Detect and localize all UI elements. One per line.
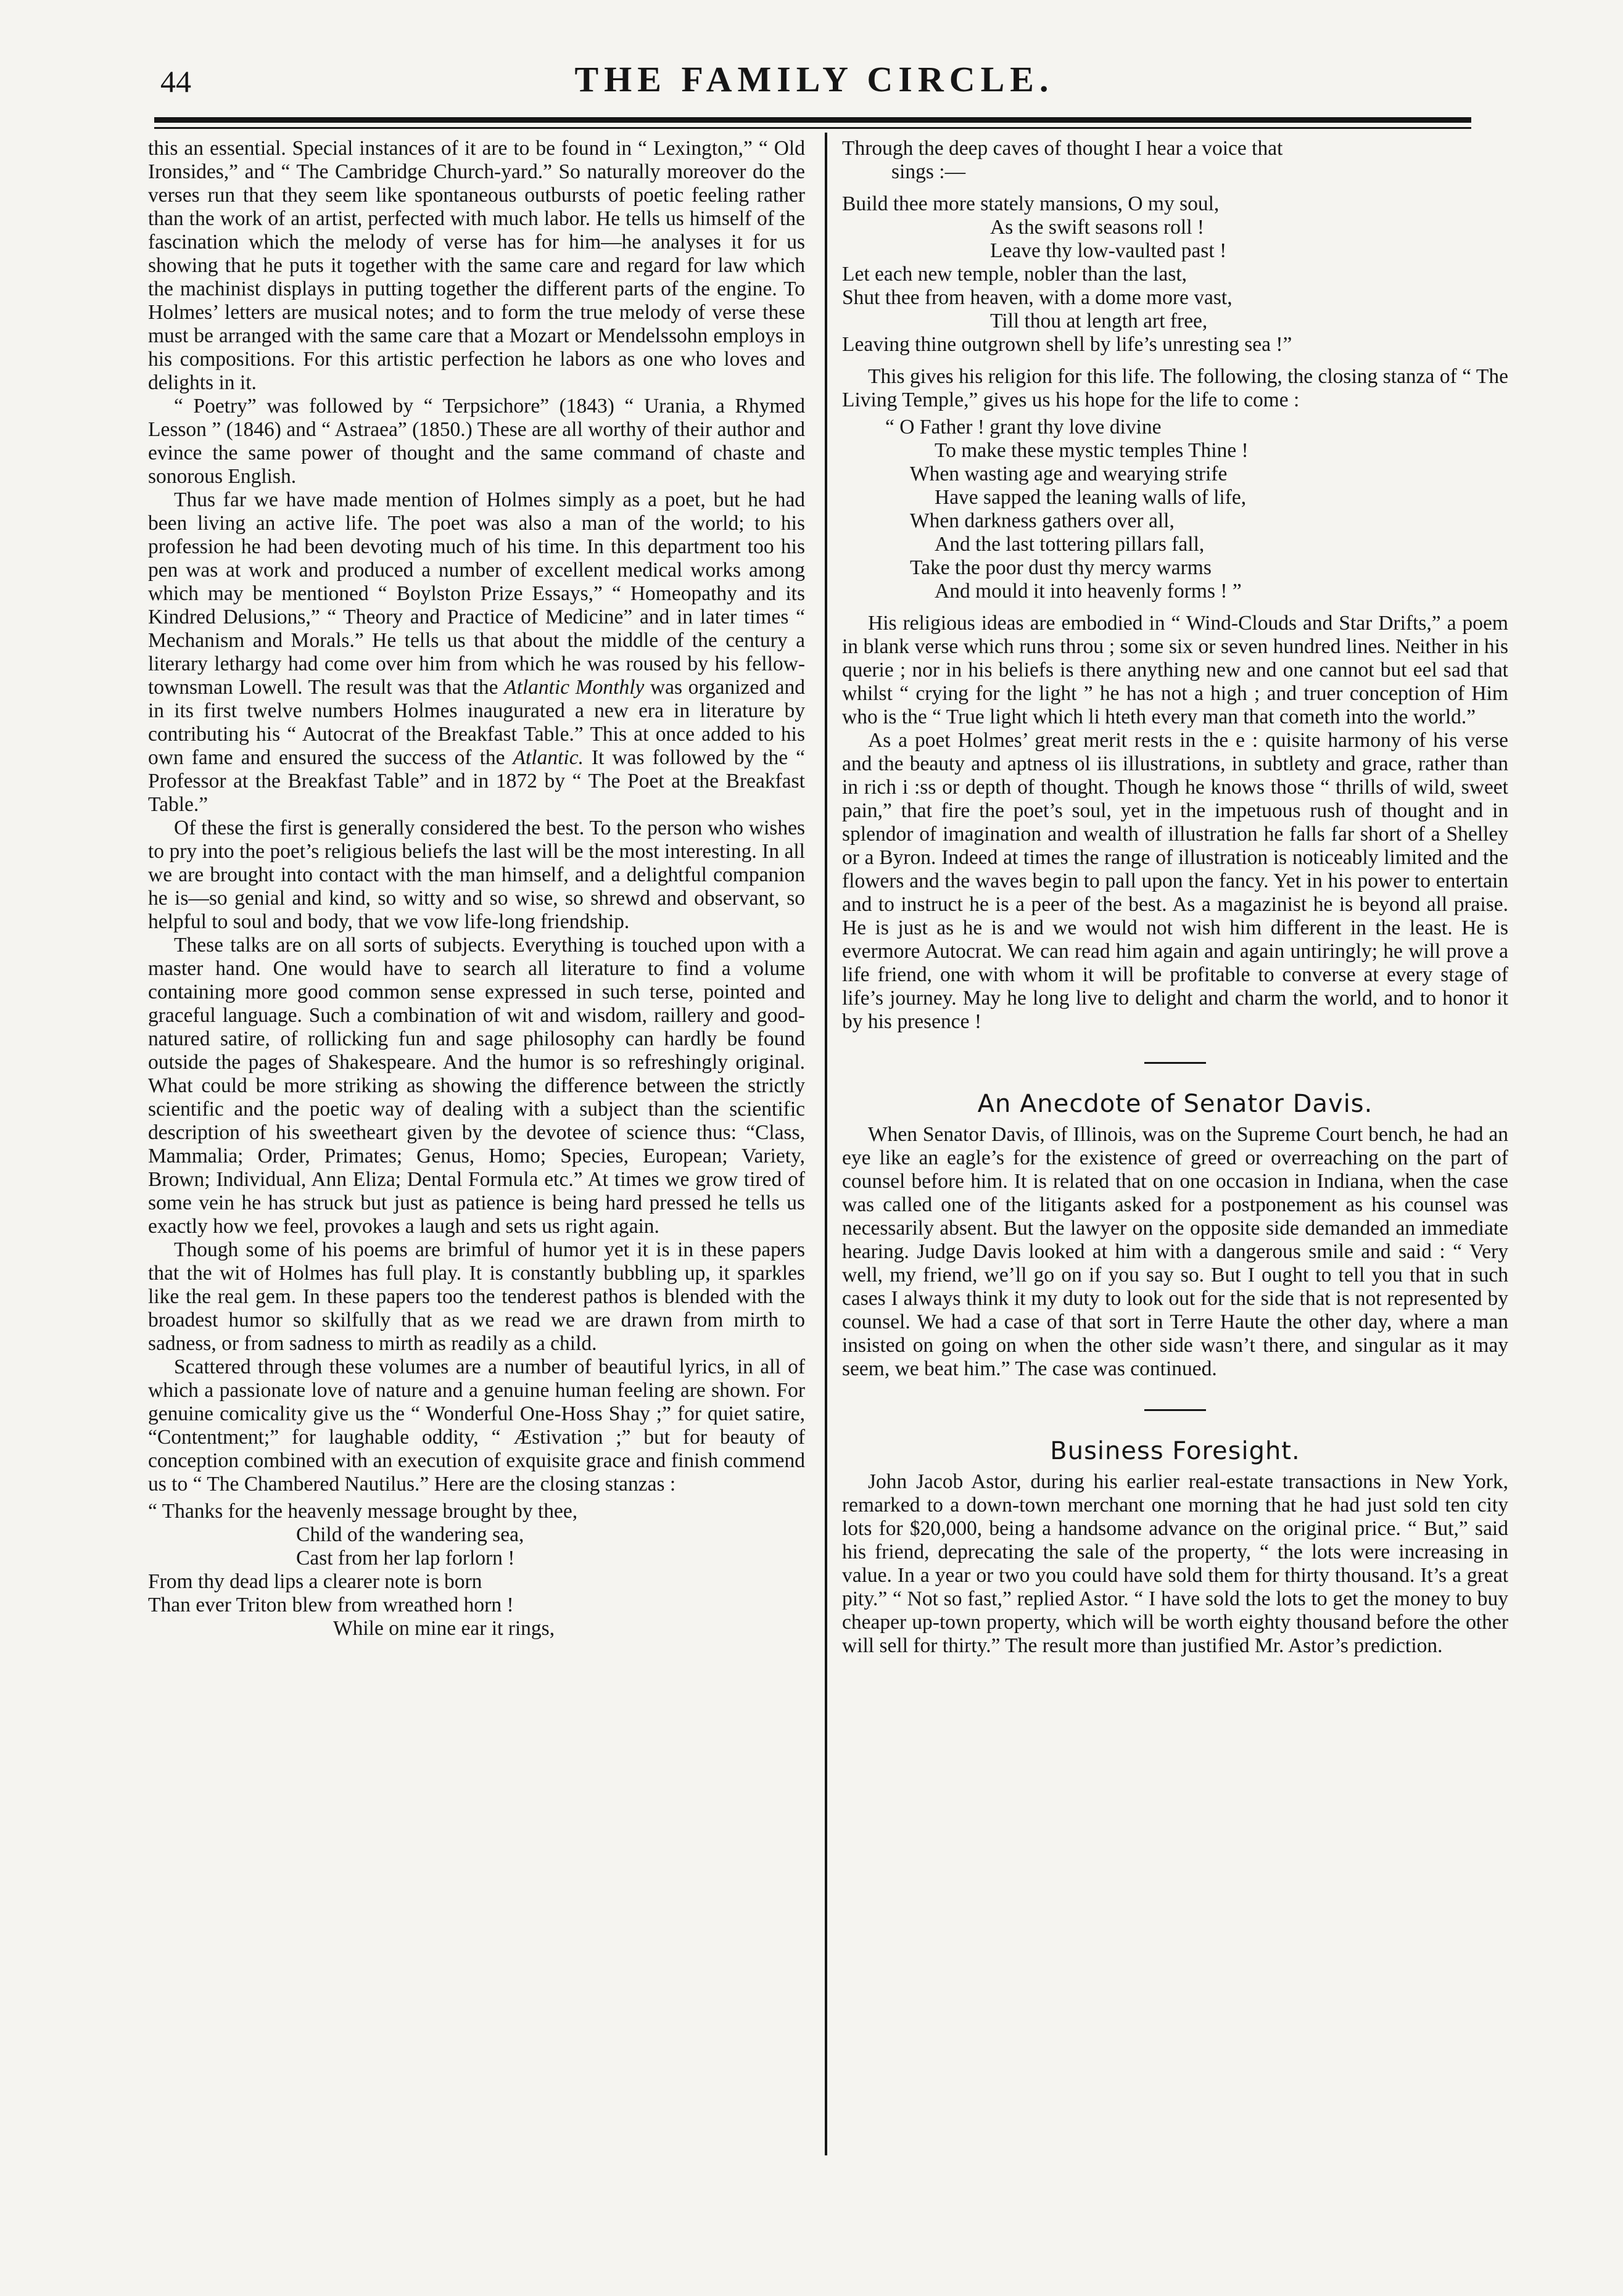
poem-stanza <box>842 137 1508 356</box>
verse-line: When wasting age and wearying strife <box>910 463 1228 485</box>
paragraph: Of these the first is generally considered the best. To the person who wishes to pry into the poet’s religious beliefs the last will be the most interesting. In all we are brought into contact with the man himself, and a delightful companion he is—so genial and kind, so witty and so wise, so shrewd and observant, so helpful to soul and body, that we vow life-long friendship. <box>148 817 805 933</box>
verse-line: Through the deep caves of thought I hear a voice that <box>842 137 1283 160</box>
verse-line: Take the poor dust thy mercy warms <box>910 556 1212 579</box>
header-rule-thick <box>154 117 1471 123</box>
paragraph: These talks are on all sorts of subjects. Everything is touched upon with a master hand. One would have to search all literature to find a volume containing more good common sense expressed in such terse, pointed and graceful language. Such a combination of wit and wisdom, raillery and good-natured satire, of rollicking fun and sage philosophy can hardly be found outside the pages of Shakespeare. And the humor is so refreshingly original. What could be more striking as showing the difference between the strictly scientific and the poetic way of dealing with a subject than the scientific description of his sweetheart given by the devotee of science thus: “Class, Mammalia; Order, Primates; Genus, Homo; Species, European; Variety, Brown; Individual, Ann Eliza; Dental Formula etc.” At times we grow tired of some vein he has struck but just as patience is being hard pressed he tells us exactly how we feel, provokes a laugh and sets us right again. <box>148 934 805 1238</box>
verse-line: As the swift seasons roll ! <box>990 216 1205 239</box>
verse-line: Than ever Triton blew from wreathed horn ! <box>148 1594 514 1616</box>
text-run: was organized and in its first twelve numbers Holmes inaugurated a new era in literature by contributing his “ Autocrat of the Breakfast Table.” This at once added to his own fame and ensured the success of the <box>148 676 806 769</box>
section-heading: Business Foresight. <box>1050 1437 1300 1465</box>
left-column <box>148 137 805 1649</box>
verse-line: From thy dead lips a clearer note is born <box>148 1570 482 1593</box>
section-separator <box>1144 1062 1206 1064</box>
verse-line: “ O Father ! grant thy love divine <box>885 416 1162 438</box>
italic-title: Atlantic. <box>513 746 584 769</box>
verse-line: When darkness gathers over all, <box>910 509 1175 532</box>
page-header <box>160 59 1468 120</box>
paragraph: As a poet Holmes’ great merit rests in the e : quisite harmony of his verse and the beauty and aptness ol iis illustrations, in subtlety and grace, rather than in rich i :ss or depth of thought. Though he knows those “ thrills of wild, sweet pain,” that fire the poet’s soul, yet in the impetuous rush of thought and in splendor of imagination and wealth of illustration he falls far short of a Shelley or a Byron. Indeed at times the range of illustration is noticeably limited and the flowers and the waves begin to pall upon the fancy. Yet in his power to entertain and to instruct he is a peer of the best. As a magazinist he is beyond all praise. He is just as he is and we would not wish him different in the least. He is evermore Autocrat. We can read him again and again untiringly; he will prove a life friend, one with whom it will be profitable to converse at every stage of life’s journey. May he long live to delight and charm the world, and to honor it by his presence ! <box>842 729 1508 1033</box>
poem-stanza <box>148 1500 805 1640</box>
verse-line: Cast from her lap forlorn ! <box>296 1547 515 1570</box>
paragraph: When Senator Davis, of Illinois, was on the Supreme Court bench, he had an eye like an eagle’s for the existence of greed or overreaching on the part of counsel before him. It is related that on one occasion in Indiana, when the case was called one of the litigants asked for a postponement as his counsel was necessarily absent. But the lawyer on the opposite side demanded an immediate hearing. Judge Davis looked at him with a dangerous smile and said : “ Very well, my friend, we’ll go on if you say so. But I ought to tell you that in such cases I always think it my duty to look out for the side that is not represented by counsel. We had a case of that sort in Terre Haute the other day, where a man insisted on going on when the other side wasn’t there, and singular as it may seem, we beat him.” The case was continued. <box>842 1123 1508 1380</box>
page-number: 44 <box>160 64 191 99</box>
verse-line: While on mine ear it rings, <box>333 1617 555 1640</box>
verse-line: sings :— <box>891 160 966 183</box>
section-heading: An Anecdote of Senator Davis. <box>977 1090 1373 1118</box>
verse-line: Let each new temple, nobler than the last, <box>842 263 1187 286</box>
verse-line: And mould it into heavenly forms ! ” <box>935 580 1242 603</box>
section-separator <box>1144 1409 1206 1411</box>
paragraph: this an essential. Special instances of it are to be found in “ Lexington,” “ Old Ironsides,” and “ The Cambridge Church-yard.” So naturally moreover do the verses run that they seem like spontaneous outbursts of poetic feeling rather than the work of an artist, perfected with much labor. He tells us himself of the fascination which the melody of verse has for him—he analyses it for us showing that he puts it together with the same care and regard for law which the machinist displays in putting together the different parts of the engine. To Holmes’ letters are musical notes; and to form the true melody of verse these must be arranged with the same care that a Mozart or Mendelssohn employs in his compositions. For this artistic perfection he labors as one who loves and delights in it. <box>148 137 805 394</box>
verse-line: Leaving thine outgrown shell by life’s unresting sea !” <box>842 333 1292 356</box>
paragraph: “ Poetry” was followed by “ Terpsichore” (1843) “ Urania, a Rhymed Lesson ” (1846) and “ Astraea” (1850.) These are all worthy of their author and evince the same power of thought and the same command of chaste and sonorous English. <box>148 395 805 488</box>
italic-title: Atlantic Monthly <box>504 676 645 699</box>
paragraph <box>148 488 805 817</box>
verse-line: Child of the wandering sea, <box>296 1523 524 1546</box>
paragraph: John Jacob Astor, during his earlier real-estate transactions in New York, remarked to a down-town merchant one morning that he had just sold ten city lots for $20,000, being a handsome advance on the original price. “ But,” said his friend, deprecating the sale of the property, “ the lots were increasing in value. In a year or two you could have sold them for thirty thousand. It’s a great pity.” “ Not so fast,” replied Astor. “ I have sold the lots to get the money to buy cheaper up-town property, which will be worth eighty thousand before the other will sell for thirty.” The result more than justified Mr. Astor’s prediction. <box>842 1470 1508 1657</box>
paragraph: Scattered through these volumes are a number of beautiful lyrics, in all of which a passionate love of nature and a genuine human feeling are shown. For genuine comicality give us the “ Wonderful One-Hoss Shay ;” for quiet satire, “Contentment;” for laughable oddity, “ Æstivation ;” but for beauty of conception combined with an execution of exquisite grace and finish commend us to “ The Chambered Nautilus.” Here are the closing stanzas : <box>148 1356 805 1496</box>
paragraph: His religious ideas are embodied in “ Wind-Clouds and Star Drifts,” a poem in blank verse which runs throu ; some six or seven hundred lines. Neither in his querie ; nor in his beliefs is there anything new and one cannot but eel sad that whilst “ crying for the light ” he has not a high ; and truer conception of Him who is the “ True light which li hteth every man that cometh into the world.” <box>842 612 1508 728</box>
verse-line: “ Thanks for the heavenly message brought by thee, <box>148 1500 578 1523</box>
verse-line: Till thou at length art free, <box>990 310 1208 332</box>
text-run: Thus far we have made mention of Holmes simply as a poet, but he had been living an active life. The poet was also a man of the world; to his profession he had been devoting much of his time. In this department too his pen was at work and produced a number of excellent medical works among which may be mentioned “ Boylston Prize Essays,” “ Homeopathy and its Kindred Delusions,” “ Theory and Practice of Medicine” and in later times “ Mechanism and Morals.” He tells us that about the middle of the century a literary lethargy had come over him from which he was roused by his fellow-townsman Lowell. The result was that the <box>148 488 805 699</box>
paragraph: This gives his religion for this life. The following, the closing stanza of “ The Living Temple,” gives us his hope for the life to come : <box>842 365 1508 411</box>
verse-line: Shut thee from heaven, with a dome more vast, <box>842 286 1233 309</box>
verse-line: Leave thy low-vaulted past ! <box>990 239 1227 262</box>
poem-stanza <box>842 416 1508 603</box>
text-run: It was followed by the “ Professor at the Breakfast Table” and in 1872 by “ The Poet at the Breakfast Table.” <box>148 746 805 816</box>
right-column <box>842 137 1508 1658</box>
verse-line: Have sapped the leaning walls of life, <box>935 486 1247 509</box>
paragraph: Though some of his poems are brimful of humor yet it is in these papers that the wit of Holmes has full play. It is constantly bubbling up, it sparkles like the real gem. In these papers too the tenderest pathos is blended with the broadest humor so skilfully that as we read we are drawn from mirth to sadness, or from sadness to mirth as readily as a child. <box>148 1238 805 1355</box>
verse-line: Build thee more stately mansions, O my soul, <box>842 192 1220 215</box>
verse-line: To make these mystic temples Thine ! <box>935 439 1249 462</box>
verse-line: And the last tottering pillars fall, <box>935 533 1205 556</box>
running-title: THE FAMILY CIRCLE. <box>574 59 1054 99</box>
column-divider <box>825 133 827 2155</box>
header-rule-thin <box>154 127 1471 129</box>
